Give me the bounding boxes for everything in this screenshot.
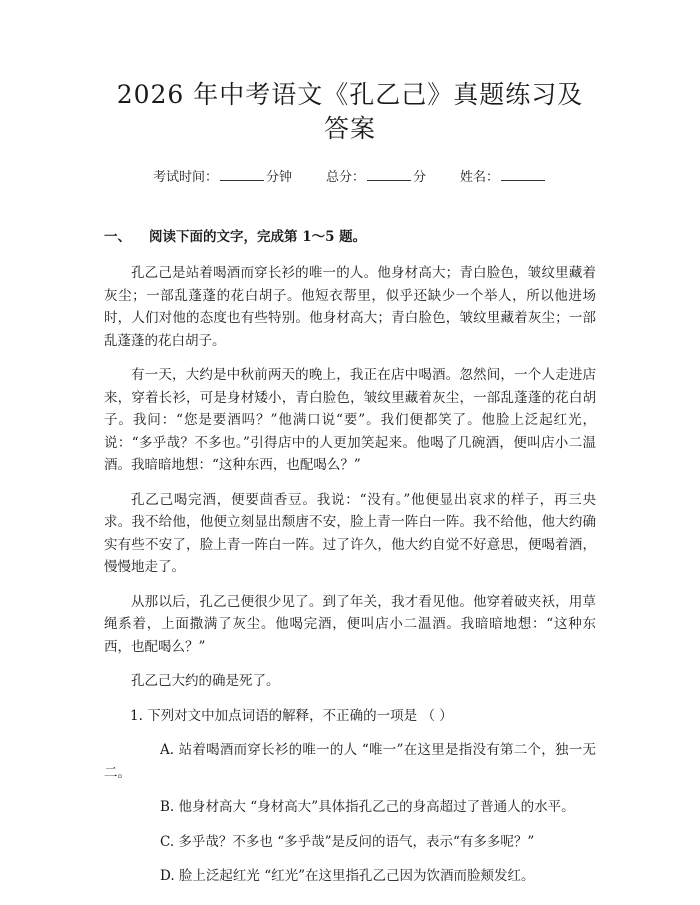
exam-time-blank bbox=[220, 166, 264, 181]
total-score-unit: 分 bbox=[413, 170, 427, 185]
exam-time bbox=[153, 166, 292, 188]
total-score-blank bbox=[367, 166, 411, 181]
question-text: 下列对文中加点词语的解释，不正确的一项是 （ ） bbox=[147, 707, 453, 724]
option-b: B. 他身材高大 “身材高大”具体指孔乙己的身高超过了普通人的水平。 bbox=[160, 799, 575, 815]
passage-paragraph: 孔乙己是站着喝酒而穿长衫的唯一的人。他身材高大；青白脸色，皱纹里藏着灰尘；一部乱蓬蓬的花白胡子。他短衣帮里，似乎还缺少一个举人，所以他进场时，人们对他的态度也有些特别。他身材高大；青白脸色，皱纹里藏着灰尘；一部乱蓬蓬的花白胡子。 bbox=[104, 265, 596, 349]
option-a: A. 站着喝酒而穿长衫的唯一的人 “唯一”在这里是指没有第二个，独一无二。 bbox=[104, 742, 596, 781]
total-score-label: 总分： bbox=[325, 170, 365, 185]
option-c: C. 多乎哉？不多也 “多乎哉”是反问的语气，表示“有多多呢？” bbox=[160, 833, 535, 850]
question-1 bbox=[104, 705, 596, 728]
student-name-label: 姓名： bbox=[460, 170, 500, 185]
option-d: D. 脸上泛起红光 “红光”在这里指孔乙己因为饮酒而脸颊发红。 bbox=[160, 868, 535, 884]
student-name bbox=[460, 166, 547, 188]
page-title: 2026 年中考语文《孔乙己》真题练习及答案 bbox=[116, 80, 584, 143]
exam-time-label: 考试时间： bbox=[152, 170, 218, 185]
student-name-blank bbox=[501, 166, 545, 181]
question-number: 1. bbox=[130, 707, 143, 724]
section-instruction: 阅读下面的文字，完成第 1～5 题。 bbox=[149, 229, 367, 245]
section-heading bbox=[104, 226, 596, 248]
section-number: 一、 bbox=[104, 229, 131, 245]
passage-paragraph: 孔乙己大约的确是死了。 bbox=[131, 673, 280, 689]
passage-paragraph: 孔乙己喝完酒，便要茴香豆。我说：“没有。”他便显出哀求的样子，再三央求。我不给他，他便立刻显出颓唐不安，脸上青一阵白一阵。我不给他，他大约确实有些不安了，脸上青一阵白一阵。过了许久，他大约自觉不好意思，便喝着酒，慢慢地走了。 bbox=[104, 491, 596, 575]
passage-paragraph: 从那以后，孔乙己便很少见了。到了年关，我才看见他。他穿着破夹袄，用草绳系着，上面撒满了灰尘。他喝完酒，便叫店小二温酒。我暗暗地想：“这种东西，也配喝么？” bbox=[104, 593, 596, 655]
exam-time-unit: 分钟 bbox=[265, 170, 292, 185]
exam-info bbox=[104, 166, 596, 188]
passage-paragraph: 有一天，大约是中秋前两天的晚上，我正在店中喝酒。忽然间，一个人走进店来，穿着长衫，可是身材矮小，青白脸色，皱纹里藏着灰尘，一部乱蓬蓬的花白胡子。我问：“您是要酒吗？”他满口说“要”。我们便都笑了。他脸上泛起红光，说：“多乎哉？不多也。”引得店中的人更加笑起来。他喝了几碗酒，便叫店小二温酒。我暗暗地想：“这种东西，也配喝么？” bbox=[104, 367, 596, 473]
total-score bbox=[326, 166, 426, 188]
